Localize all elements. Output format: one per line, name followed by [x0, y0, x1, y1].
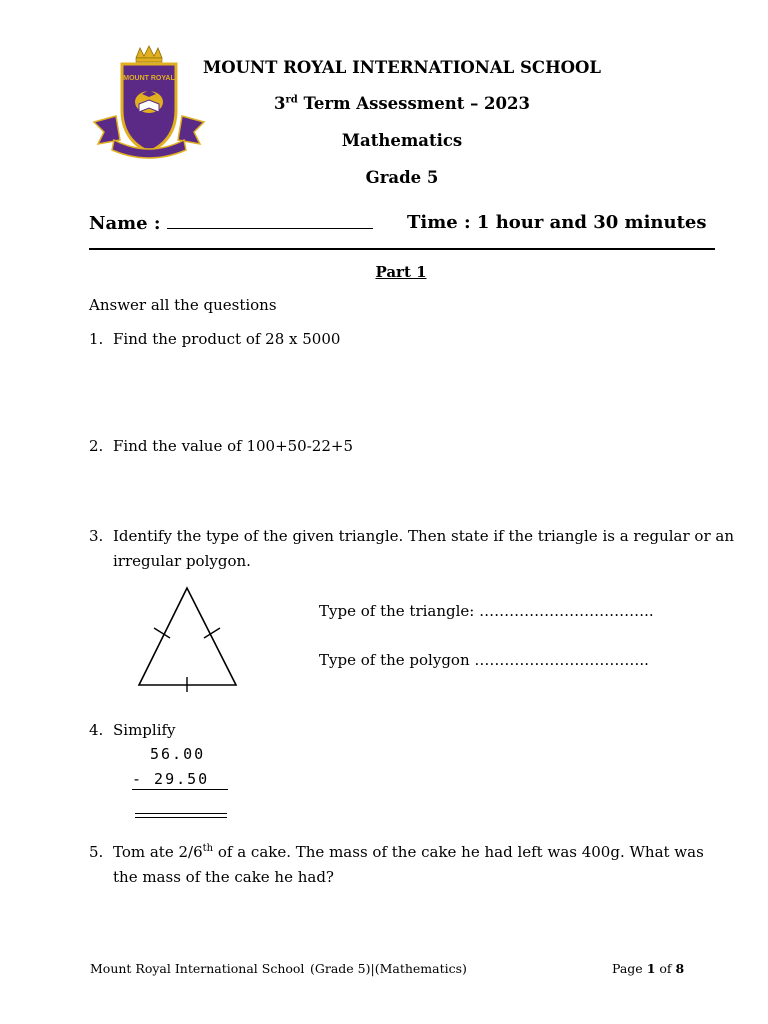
triangle-type-field — [319, 602, 654, 622]
question-text-continued: the mass of the cake he had? — [113, 868, 334, 886]
question-number: 3. — [89, 527, 104, 545]
grade-title: Grade 5 — [365, 168, 439, 187]
question-text: Simplify — [113, 721, 176, 739]
crown-icon — [136, 46, 162, 62]
question-text: Find the product of 28 x 5000 — [113, 330, 341, 348]
footer-course: (Grade 5)|(Mathematics) — [310, 961, 467, 976]
question-number: 1. — [89, 330, 104, 348]
field-label: Type of the polygon — [319, 651, 470, 669]
question-text-continued: irregular polygon. — [113, 552, 251, 570]
question-text: Tom ate 2/6th of a cake. The mass of the cake he had left was 400g. What was — [113, 843, 704, 861]
svg-text:MOUNT ROYAL: MOUNT ROYAL — [123, 75, 175, 82]
page-indicator: Page 1 of 8 — [612, 961, 685, 976]
name-blank[interactable] — [167, 212, 373, 229]
polygon-type-field — [319, 651, 649, 671]
question-number: 2. — [89, 437, 104, 455]
name-label: Name : — [89, 213, 161, 234]
footer-school: Mount Royal International School — [90, 961, 305, 976]
subtraction-top-number: 56.00 — [150, 745, 206, 763]
answer-dots[interactable]: …………………………….. — [479, 602, 654, 620]
answer-dots[interactable]: …………………………….. — [474, 651, 649, 669]
assessment-title: 3rd Term Assessment – 2023 — [274, 94, 530, 113]
question-text: Identify the type of the given triangle. Then state if the triangle is a regular or an — [113, 527, 734, 545]
question-text: Find the value of 100+50-22+5 — [113, 437, 353, 455]
answer-double-rule[interactable] — [135, 813, 227, 818]
field-label: Type of the triangle: — [319, 602, 475, 620]
question-number: 4. — [89, 721, 104, 739]
question-number: 5. — [89, 843, 104, 861]
part-title: Part 1 — [375, 263, 427, 281]
header-divider — [89, 248, 715, 250]
school-name: MOUNT ROYAL INTERNATIONAL SCHOOL — [202, 58, 602, 77]
subtraction-rule — [132, 789, 228, 790]
time-label: Time : 1 hour and 30 minutes — [407, 212, 707, 233]
name-field — [89, 212, 373, 234]
equilateral-triangle-figure — [130, 582, 246, 692]
subject-title: Mathematics — [341, 131, 463, 150]
subtraction-bottom-number: - 29.50 — [132, 770, 210, 788]
instruction: Answer all the questions — [89, 296, 277, 314]
